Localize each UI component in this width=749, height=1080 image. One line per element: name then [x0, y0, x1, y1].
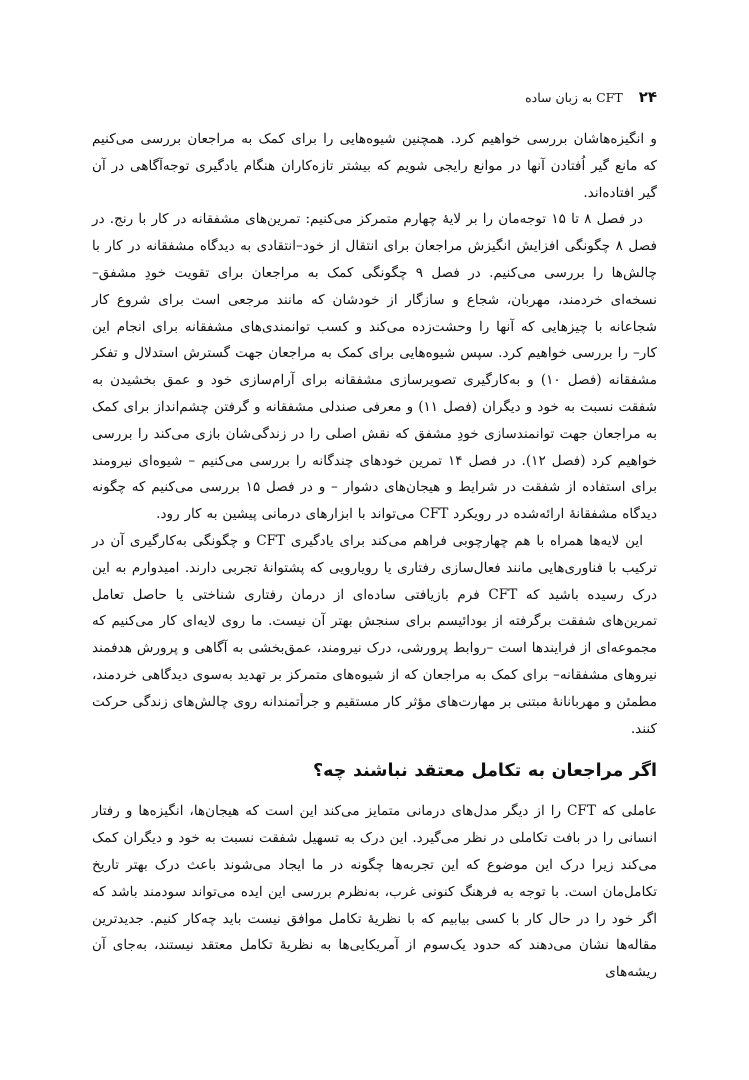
paragraph-evolution: عاملی که CFT را از دیگر مدل‌های درمانی متمایز می‌کند این است که هیجان‌ها، انگیزه‌ها و رفتار انسانی را در بافت تکاملی در نظر می‌گیرد. این درک به تسهیل شفقت نسبت به خود و دیگران کمک می‌کند زیرا درک این موضوع که این تجربه‌ها چگونه در ما ایجاد می‌شوند باعث درک بهتر تاریخ تکامل‌مان است. با توجه به فرهنگ کنونی غرب، به‌نظرم بررسی این ایده می‌تواند سودمند باشد که اگر خود را در حال کار با کسی بیابیم که با نظریهٔ تکامل موافق نیست باید چه‌کار کنیم. جدیدترین مقاله‌ها نشان می‌دهند که حدود یک‌سوم از آمریکایی‌ها به نظریهٔ تکامل معتقد نیستند، به‌جای آن ریشه‌های — [92, 803, 657, 981]
running-head-title: CFT به زبان ساده — [525, 90, 623, 105]
page-number: ۲۴ — [638, 88, 657, 106]
paragraph-continuation: و انگیزه‌هاشان بررسی خواهیم کرد. همچنین شیوه‌هایی را برای کمک به مراجعان بررسی می‌کنیم که مانع گیر اُفتادن آنها در موانع رایجی شویم که بیشتر تازه‌کاران هنگام یادگیری توجه‌آگاهی در آن گیر افتاده‌اند. — [92, 131, 657, 201]
section-heading: اگر مراجعان به تکامل معتقد نباشند چه؟ — [313, 761, 657, 782]
running-head — [92, 88, 657, 112]
body-text — [92, 126, 657, 986]
paragraph-layers-framework: این لایه‌ها همراه با هم چهارچوبی فراهم می‌کند برای یادگیری CFT و چگونگی به‌کارگیری آن در ترکیب با فناوری‌هایی مانند فعال‌سازی رفتاری یا رویارویی که پشتوانهٔ تجربی دارند. امیدوارم به این درک رسیده باشید که CFT فرم بازیافتی ساده‌ای از درمان رفتاری شناختی یا حاصل تعامل تمرین‌های شفقت برگرفته از بودائیسم برای سنجش بهتر آن نیست. ما روی لایه‌ای کار می‌کنیم که مجموعه‌ای از فرایندها است –روابط پرورشی، درک نیرومند، عمق‌بخشی به آگاهی و پرورش هدفمند نیروهای مشفقانه– برای کمک به مراجعان که از شیوه‌های متمرکز بر تهدید به‌سوی دیدگاهی خردمند، مطمئن و مهربانانهٔ مبتنی بر مهارت‌های مؤثر کار مستقیم و جرأتمندانه روی چالش‌های زندگی حرکت کنند. — [92, 532, 657, 737]
paragraph-chapters-8-15: در فصل ۸ تا ۱۵ توجه‌مان را بر لایهٔ چهارم متمرکز می‌کنیم: تمرین‌های مشفقانه در کار با رنج. در فصل ۸ چگونگی افزایش انگیزش مراجعان برای انتقال از خود–انتقادی به دیدگاه مشفقانه در کار با چالش‌ها را بررسی می‌کنیم. در فصل ۹ چگونگی کمک به مراجعان برای تقویت خودِ مشفق– نسخه‌ای خردمند، مهربان، شجاع و سازگار از خودشان که مانند مرجعی است برای شروع کار شجاعانه با چیزهایی که آنها را وحشت‌زده می‌کند و کسب توانمندی‌های مشفقانه برای انجام این کار– را بررسی خواهیم کرد. سپس شیوه‌هایی برای کمک به مراجعان جهت گسترش استدلال و تفکر مشفقانه (فصل ۱۰) و به‌کارگیری تصویرسازی مشفقانه برای آرام‌سازی خود و عمق بخشیدن به شفقت نسبت به خود و دیگران (فصل ۱۱) و معرفی صندلی مشفقانه و گرفتن چشم‌انداز برای کمک به مراجعان جهت توانمندسازی خودِ مشفق که نقش اصلی را در زندگی‌شان بازی می‌کند را بررسی خواهیم کرد (فصل ۱۲). در فصل ۱۴ تمرین خودهای چندگانه را بررسی می‌کنیم – شیوه‌ای نیرومند برای استفاده از شفقت در شرایط و هیجان‌های دشوار – و در فصل ۱۵ بررسی می‌کنیم که چگونه دیدگاه مشفقانهٔ ارائه‌شده در رویکرد CFT می‌تواند با ابزارهای درمانی پیشین به کار رود. — [92, 211, 658, 523]
